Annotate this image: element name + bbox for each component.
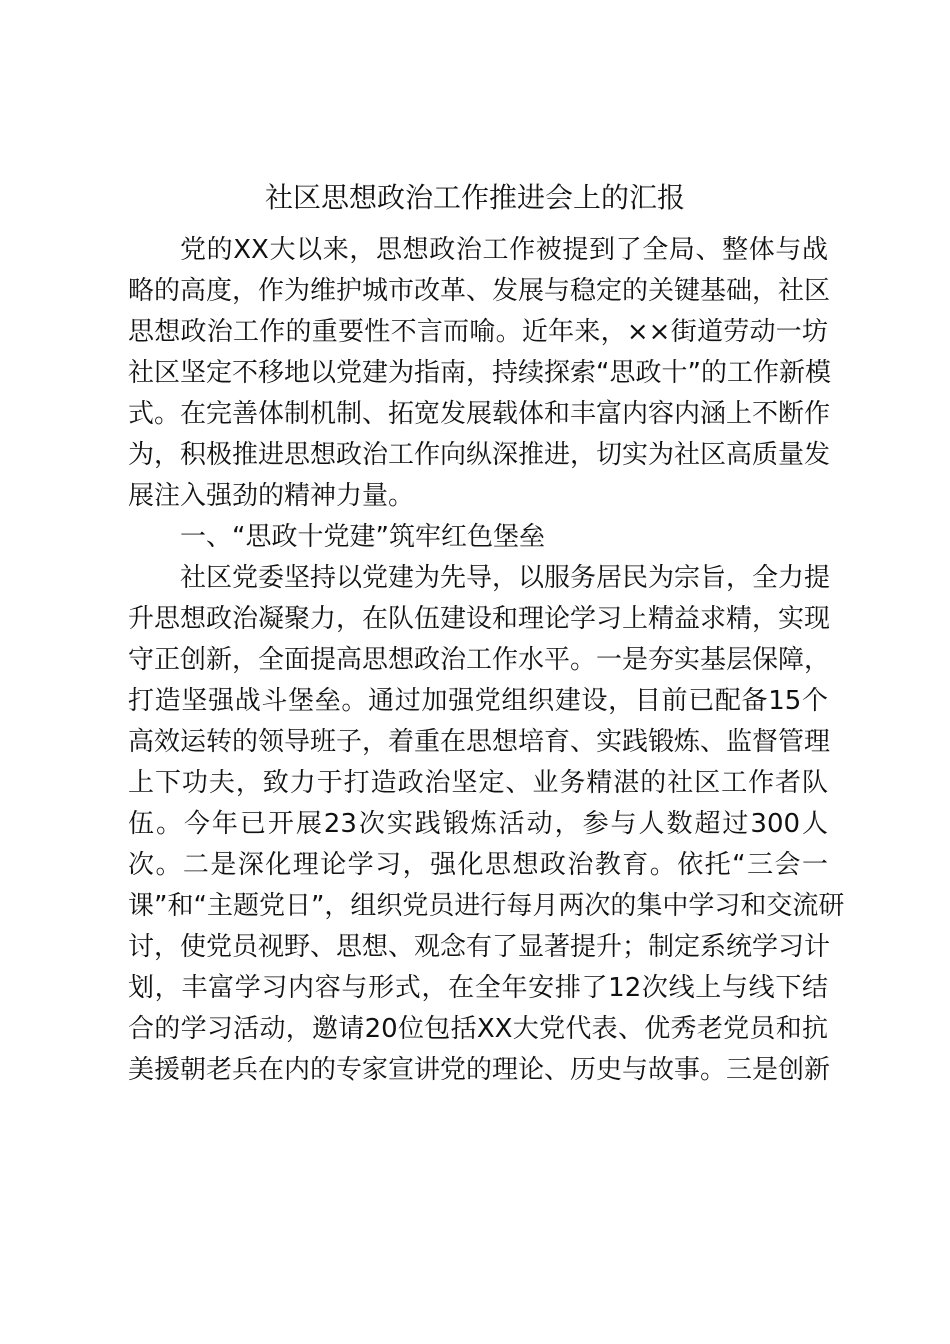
paragraph-line: 合的学习活动，邀请20位包括XX大党代表、优秀老党员和抗 (128, 1014, 828, 1044)
paragraph-line: 党的XX大以来，思想政治工作被提到了全局、整体与战 (180, 235, 828, 265)
paragraph-line: 高效运转的领导班子，着重在思想培育、实践锻炼、监督管理 (128, 727, 831, 757)
paragraph-line: 为，积极推进思想政治工作向纵深推进，切实为社区高质量发 (128, 440, 831, 470)
paragraph-line: 课”和“主题党日”，组织党员进行每月两次的集中学习和交流研 (128, 891, 845, 921)
document-title: 社区思想政治工作推进会上的汇报 (264, 181, 685, 214)
paragraph-line: 思想政治工作的重要性不言而喻。近年来，××街道劳动一坊 (128, 317, 828, 347)
paragraph-line: 讨，使党员视野、思想、观念有了显著提升；制定系统学习计 (128, 932, 831, 962)
paragraph-line: 升思想政治凝聚力，在队伍建设和理论学习上精益求精，实现 (128, 604, 831, 634)
paragraph-line: 社区坚定不移地以党建为指南，持续探索“思政十”的工作新模 (128, 358, 831, 388)
paragraph-line: 划，丰富学习内容与形式，在全年安排了12次线上与线下结 (128, 973, 828, 1003)
paragraph-line: 次。二是深化理论学习，强化思想政治教育。依托“三会一 (128, 850, 828, 880)
paragraph-line: 打造坚强战斗堡垒。通过加强党组织建设，目前已配备15个 (128, 686, 828, 716)
section-heading: 一、“思政十党建”筑牢红色堡垒 (180, 522, 545, 552)
paragraph-line: 美援朝老兵在内的专家宣讲党的理论、历史与故事。三是创新 (128, 1055, 831, 1085)
paragraph-line: 守正创新，全面提高思想政治工作水平。一是夯实基层保障， (128, 645, 831, 675)
paragraph-line: 展注入强劲的精神力量。 (128, 481, 415, 511)
paragraph-line: 伍。今年已开展23次实践锻炼活动，参与人数超过300人 (128, 809, 828, 839)
paragraph-line: 社区党委坚持以党建为先导，以服务居民为宗旨，全力提 (180, 563, 831, 593)
paragraph-line: 略的高度，作为维护城市改革、发展与稳定的关键基础，社区 (128, 276, 831, 306)
paragraph-line: 上下功夫，致力于打造政治坚定、业务精湛的社区工作者队 (128, 768, 828, 798)
paragraph-line: 式。在完善体制机制、拓宽发展载体和丰富内容内涵上不断作 (128, 399, 831, 429)
